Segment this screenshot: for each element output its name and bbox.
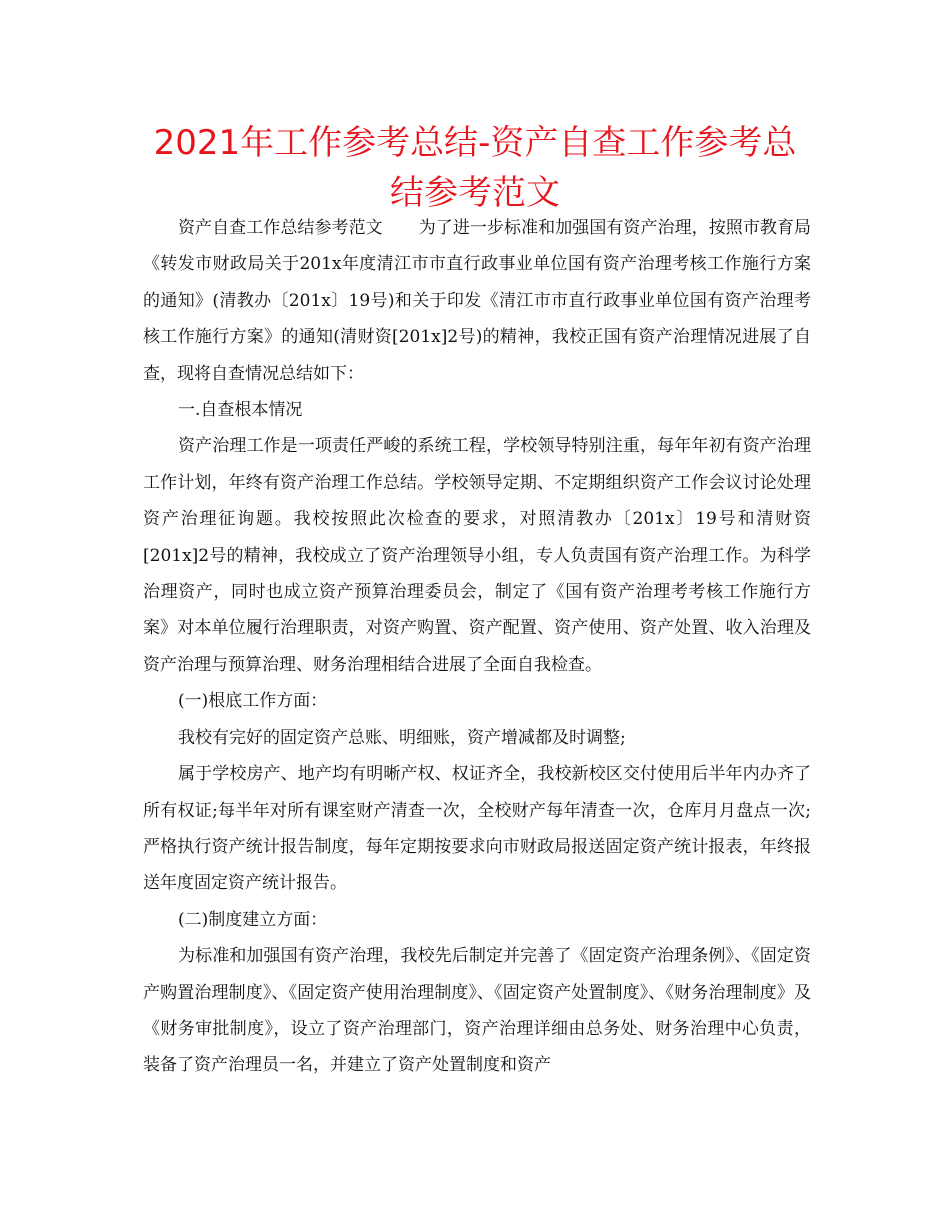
paragraph: 属于学校房产、地产均有明晰产权、权证齐全，我校新校区交付使用后半年内办齐了所有权证;每半年对所有课室财产清查一次，全校财产每年清查一次，仓库月月盘点一次;严格执行资产统计报告制度，每年定期按要求向市财政局报送固定资产统计报表，年终报送年度固定资产统计报告。 (143, 764, 811, 894)
paragraph: 为标准和加强国有资产治理，我校先后制定并完善了《固定资产治理条例》、《固定资产购置治理制度》、《固定资产使用治理制度》、《固定资产处置制度》、《财务治理制度》及《财务审批制度》，设立了资产治理部门，资产治理详细由总务处、财务治理中心负责，装备了资产治理员一名，并建立了资产处置制度和资产 (143, 946, 811, 1076)
paragraph-intro (143, 210, 811, 392)
subsection-heading-2: (二)制度建立方面： (178, 909, 328, 930)
paragraph: 我校有完好的固定资产总账、明细账，资产增减都及时调整; (178, 727, 626, 748)
document-body (143, 210, 811, 1084)
paragraph: 资产治理工作是一项责任严峻的系统工程，学校领导特别注重，每年年初有资产治理工作计划，年终有资产治理工作总结。学校领导定期、不定期组织资产工作会议讨论处理资产治理征询题。我校按照此次检查的要求，对照清教办〔201x〕19号和清财资[201x]2号的精神，我校成立了资产治理领导小组，专人负责国有资产治理工作。为科学治理资产，同时也成立资产预算治理委员会，制定了《国有资产治理考考核工作施行方案》对本单位履行治理职责，对资产购置、资产配置、资产使用、资产处置、收入治理及资产治理与预算治理、财务治理相结合进展了全面自我检查。 (143, 436, 811, 675)
section-heading-1: 一.自查根本情况 (178, 400, 303, 421)
document-title: 2021年工作参考总结-资产自查工作参考总结参考范文 (153, 123, 797, 213)
intro-label: 资产自查工作总结参考范文 (178, 218, 383, 238)
subsection-heading-1: (一)根底工作方面： (178, 691, 328, 712)
intro-text: 为了进一步标准和加强国有资产治理，按照市教育局《转发市财政局关于201x年度清江市市直行政事业单位国有资产治理考核工作施行方案的通知》(清教办〔201x〕19号)和关于印发《清江市市直行政事业单位国有资产治理考核工作施行方案》的通知(清财资[201x]2号)的精神，我校正国有资产治理情况进展了自查，现将自查情况总结如下： (143, 218, 812, 384)
